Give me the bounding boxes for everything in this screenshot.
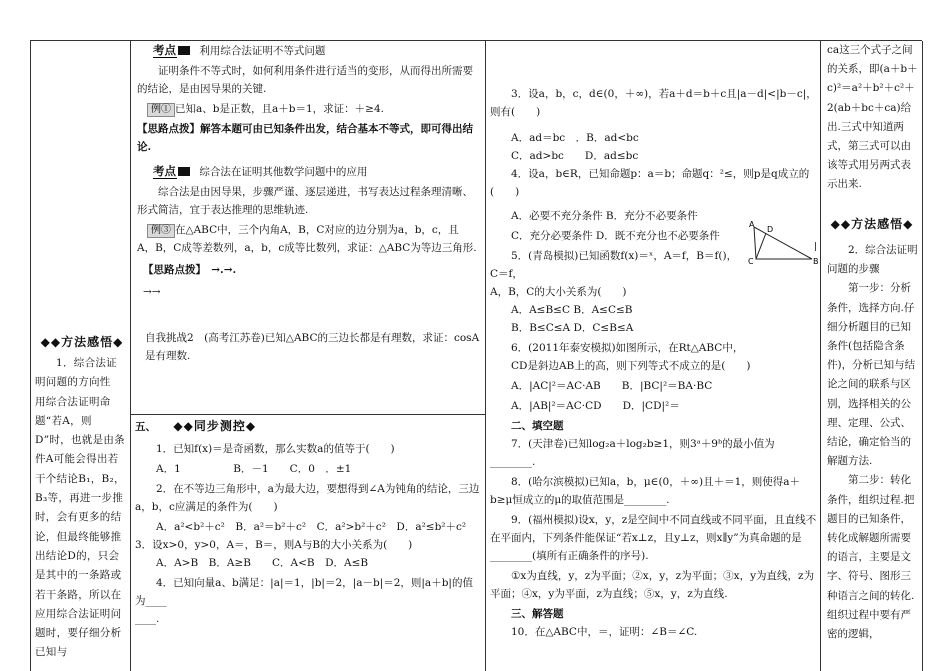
diamond-icon: ◆◆ [40,335,62,349]
question-2-options: A．a²<b²＋c² B．a²＝b²＋c² C．a²>b²＋c² D．a²≤b²＋c² [156,521,467,533]
paragraph: 用综合法证明命题“若A，则D”时，也就是由条件A可能会得出若干个结论B₁，B₂，B₃等，再进一步推时，会有更多的结论，但最终能够推出结论D的，只会是其中的一条路或若干条路，所以在应用综合法证明问题时，要仔细分析已知与 [35,395,125,659]
question-5-options: A．A≤B≤C B．A≤C≤B [511,304,633,316]
kaodian-label: 考点 [153,164,176,178]
sync-banner: 同步测控 [193,419,246,433]
left-column-text [35,354,127,663]
question-3: 3．设a，b，c，d∈(0，＋∞)，若a＋d＝b＋c且|a－d|<|b－c|，则有( ) [490,88,817,118]
paragraph: 综合法是由因导果，步骤严谨、逐层递进，书写表达过程条理清晰、形式简洁，宜于表达推理的思维轨迹. [137,186,473,216]
question-3-options: A．ad＝bc ．B．ad<bc [511,132,639,144]
diamond-icon: ◆◆ [830,217,852,231]
question-3: 3．设x>0，y>0，A＝，B＝，则A与B的大小关系为( ) [135,539,413,551]
question-1-options: A．1 B．－1 C．0 ．±1 [156,463,352,475]
question-6-options: A．|AB|²＝AC·CD D．|CD|²＝ [511,400,680,412]
section-number: 五、 [135,421,156,433]
triangle-vertex-label: B [813,257,819,265]
block-icon [178,46,190,55]
diamond-icon: ◆ [113,335,124,349]
question-1: 1．已知f(x)＝是奇函数，那么实数a的值等于( ) [156,443,395,455]
left-column [31,41,131,671]
diamond-icon: ◆ [245,419,257,433]
section-title: 2．综合法证明问题的步骤 [827,244,918,276]
question-4: 4．设a，b∈R，已知命题p：a＝b；命题q：²≤，则p是q成立的( ) [490,168,810,198]
question-2: 2．在不等边三角形中，a为最大边，要想得到∠A为钝角的结论，三边a，b，c应满足的条件为( ) [135,483,480,513]
paragraph: 证明条件不等式时，如何利用条件进行适当的变形，从而得出所需要的结论，是由因导果的关键. [137,65,473,95]
challenge: 自我挑战2 (高考江苏卷)已知△ABC的三边长都是有理数，求证：cosA是有理数. [145,332,480,362]
sync-heading [135,417,483,436]
kaodian-title: 利用综合法证明不等式问题 [199,45,326,57]
paragraph: 第一步：分析条件，选择方向.仔细分析题目的已知条件(包括隐含条件)，分析已知与结论之间的联系与区别，选择相关的公理、定理、公式、结论，确定恰当的解题方法. [827,282,916,468]
section-title: 1．综合法证明问题的方向性 [35,357,117,389]
paragraph: ca这三个式子之间的关系，即(a＋b＋c)²＝a²＋b²＋c²＋2(ab＋bc＋ca)给出.三式中知道两式，第三式可以由该等式用另两式表示出来. [827,44,918,191]
fill-section-title: 二、填空题 [511,420,564,432]
right-triangle-diagram [748,217,820,265]
example-badge: 例③ [147,224,175,238]
solve-section-title: 三、解答题 [511,608,564,620]
question-4: 4．已知向量a、b满足：|a|＝1，|b|＝2，|a－b|＝2，则|a＋b|的值为____ [135,577,473,607]
question-3-options: C．ad>bc D．ad≤bc [511,150,639,162]
question-6: 6．(2011年泰安模拟)如图所示，在Rt△ABC中， [511,342,744,354]
triangle-outline [754,227,812,259]
question-9-options: ①x为直线，y，z为平面；②x，y，z为平面；③x，y为直线，z为平面；④x，y为平面，z为直线；⑤x，y，z为直线. [490,570,815,600]
question-5: 5．(青岛模拟)已知函数f(x)＝ˣ，A＝f，B＝f()，C＝f， [490,250,738,280]
example-1: 例① 已知a、b是正数，且a＋b＝1，求证：＋≥4. [137,100,482,118]
example-2: 例③ 在△ABC中，三个内角A，B，C对应的边分别为a，b，c，且 [137,221,482,239]
question-4-options: A．必要不充分条件 B．充分不必要条件 [511,210,698,222]
question-3-options: A．A>B B．A≥B C．A<B D．A≤B [156,557,369,569]
method-banner-left: ◆◆方法感悟◆ [40,335,124,349]
kaodian-1-heading [137,41,482,60]
question-9: 9．(福州模拟)设x，y，z是空间中不同直线或不同平面，且直线不在平面内，下列条件能保证“若x⊥z，且y⊥z，则x∥y”为真命题的是________(填所有正确条件的序号). [490,514,817,562]
question-5-cont: A，B，C的大小关系为( ) [490,286,627,298]
method-banner-right: ◆◆方法感悟◆ [830,217,914,231]
question-5-options: B．B≤C≤A D．C≤B≤A [511,322,634,334]
middle-left-column [131,41,486,671]
kaodian-title: 综合法在证明其他数学问题中的应用 [199,166,368,178]
triangle-vertex-label: D [767,225,774,234]
question-4-options: C．充分必要条件 D．既不充分也不必要条件 [511,230,720,242]
hint-2: 【思路点拨】 →.→. [143,264,237,276]
example-2-cont: A，B，C成等差数列，a，b，c成等比数列，求证：△ABC为等边三角形. [137,242,477,254]
middle-right-column [486,41,821,671]
kaodian-2-heading [137,162,482,181]
triangle-vertex-label: C [748,257,754,265]
right-column [821,41,923,671]
arrows: →→ [143,286,161,298]
side-mark: | [814,242,818,252]
hint-1: 【思路点拨】解答本题可由已知条件出发，结合基本不等式，即可得出结论. [137,123,473,153]
diamond-icon: ◆◆ [173,419,194,433]
question-6-options: A．|AC|²＝AC·AB B．|BC|²＝BA·BC [511,380,713,392]
question-6-cont: CD是斜边AB上的高，则下列等式不成立的是( ) [511,360,751,372]
divider [131,414,485,415]
question-10: 10．在△ABC中，＝，证明：∠B＝∠C. [511,626,698,638]
triangle-vertex-label: A [749,220,755,229]
question-7: 7．(天津卷)已知log₂a＋log₂b≥1，则3ᵃ＋9ᵇ的最小值为________. [490,438,775,468]
kaodian-label: 考点 [153,43,176,57]
example-badge: 例① [147,103,175,117]
question-8: 8．(哈尔滨模拟)已知a，b，μ∈(0，＋∞)且＋＝1，则使得a＋b≥μ恒成立的μ的取值范围是________. [490,476,801,506]
block-icon [178,167,190,176]
document-page [30,40,922,671]
question-4-end: ____. [135,613,160,625]
diamond-icon: ◆ [903,217,914,231]
paragraph: 第二步：转化条件，组织过程.把题目的已知条件，转化成解题所需要的语言，主要是文字、符号、图形三种语言之间的转化.组织过程中要有严密的逻辑， [827,474,915,641]
altitude-line [756,233,766,259]
